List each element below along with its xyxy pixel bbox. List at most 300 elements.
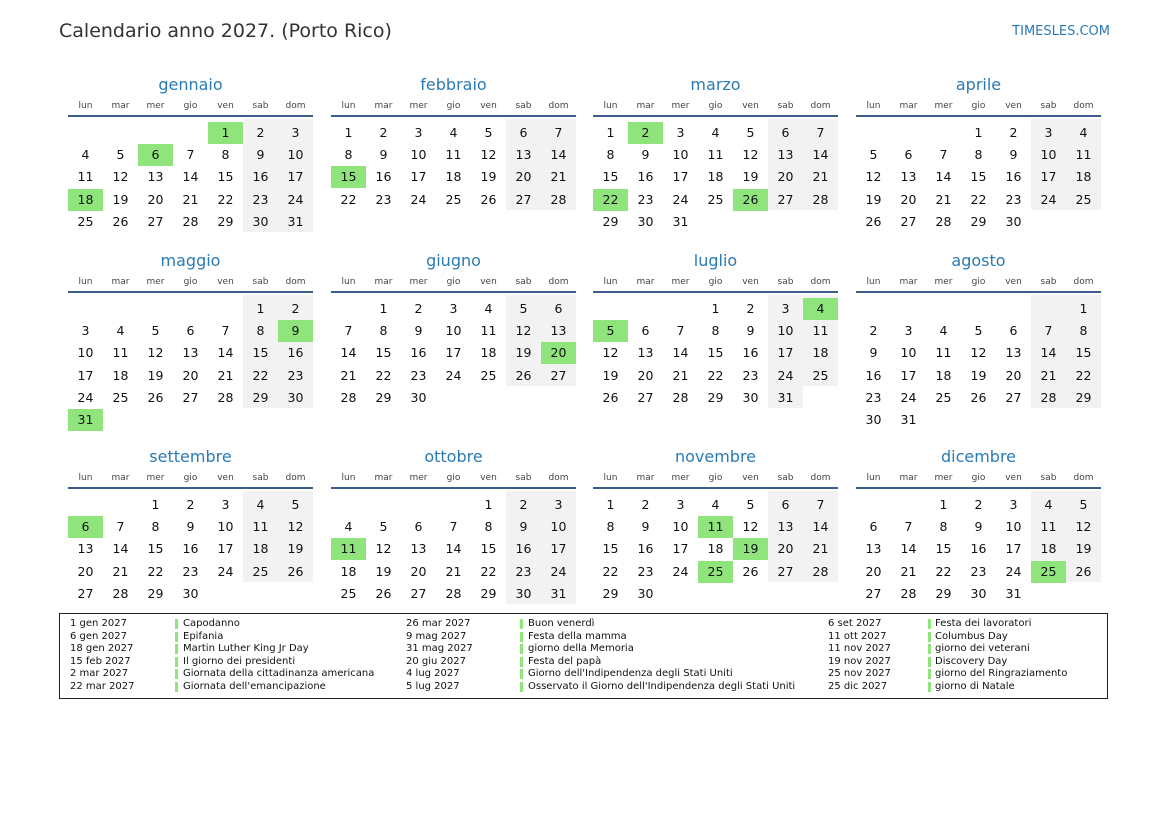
day-cell[interactable]: 8 <box>939 519 948 535</box>
holiday-day-cell[interactable]: 1 <box>208 122 243 144</box>
day-cell[interactable]: 28 <box>935 213 952 229</box>
day-cell[interactable]: 8 <box>344 147 353 163</box>
day-cell[interactable]: 17 <box>77 367 94 383</box>
day-cell[interactable]: 9 <box>869 345 878 361</box>
day-cell[interactable]: 4 <box>939 323 948 339</box>
day-cell[interactable]: 20 <box>410 563 427 579</box>
day-cell[interactable]: 11 <box>77 169 94 185</box>
day-cell[interactable]: 5 <box>746 497 755 512</box>
day-cell[interactable]: 29 <box>217 213 234 229</box>
day-cell[interactable]: 17 <box>672 169 689 185</box>
day-cell[interactable]: 4 <box>711 125 720 140</box>
day-cell[interactable]: 8 <box>1079 323 1088 339</box>
day-cell[interactable]: 25 <box>252 563 269 579</box>
day-cell[interactable]: 21 <box>217 367 234 383</box>
day-cell[interactable]: 26 <box>515 367 532 383</box>
day-cell[interactable]: 1 <box>484 497 493 512</box>
day-cell[interactable]: 7 <box>186 147 195 163</box>
day-cell[interactable]: 6 <box>519 125 528 140</box>
day-cell[interactable]: 21 <box>812 169 829 185</box>
day-cell[interactable]: 11 <box>935 345 952 361</box>
day-cell[interactable]: 28 <box>1040 389 1057 405</box>
day-cell[interactable]: 24 <box>672 191 689 207</box>
day-cell[interactable]: 17 <box>217 541 234 557</box>
day-cell[interactable]: 30 <box>515 585 532 601</box>
day-cell[interactable]: 30 <box>182 585 199 601</box>
day-cell[interactable]: 30 <box>970 585 987 601</box>
day-cell[interactable]: 27 <box>77 585 94 601</box>
holiday-day-cell[interactable]: 20 <box>541 342 576 364</box>
day-cell[interactable]: 25 <box>445 191 462 207</box>
day-cell[interactable]: 3 <box>1009 497 1018 512</box>
day-cell[interactable]: 12 <box>147 345 164 361</box>
day-cell[interactable]: 6 <box>641 323 650 339</box>
day-cell[interactable]: 27 <box>147 213 164 229</box>
holiday-day-cell[interactable]: 25 <box>698 561 733 583</box>
day-cell[interactable]: 16 <box>742 345 759 361</box>
day-cell[interactable]: 7 <box>676 323 685 339</box>
day-cell[interactable]: 24 <box>1040 191 1057 207</box>
day-cell[interactable]: 22 <box>935 563 952 579</box>
day-cell[interactable]: 9 <box>379 147 388 163</box>
day-cell[interactable]: 25 <box>1075 191 1092 207</box>
day-cell[interactable]: 15 <box>1075 345 1092 361</box>
day-cell[interactable]: 25 <box>77 213 94 229</box>
day-cell[interactable]: 29 <box>252 389 269 405</box>
day-cell[interactable]: 14 <box>812 147 829 163</box>
day-cell[interactable]: 17 <box>445 345 462 361</box>
day-cell[interactable]: 26 <box>742 563 759 579</box>
day-cell[interactable]: 12 <box>742 519 759 535</box>
day-cell[interactable]: 22 <box>1075 367 1092 383</box>
day-cell[interactable]: 23 <box>410 367 427 383</box>
day-cell[interactable]: 14 <box>550 147 567 163</box>
day-cell[interactable]: 28 <box>900 585 917 601</box>
day-cell[interactable]: 7 <box>939 147 948 163</box>
day-cell[interactable]: 8 <box>379 323 388 339</box>
day-cell[interactable]: 5 <box>291 497 300 512</box>
day-cell[interactable]: 26 <box>970 389 987 405</box>
day-cell[interactable]: 18 <box>252 541 269 557</box>
day-cell[interactable]: 17 <box>900 367 917 383</box>
day-cell[interactable]: 13 <box>77 541 94 557</box>
day-cell[interactable]: 3 <box>81 323 90 339</box>
day-cell[interactable]: 20 <box>182 367 199 383</box>
day-cell[interactable]: 10 <box>1040 147 1057 163</box>
day-cell[interactable]: 3 <box>291 125 300 140</box>
day-cell[interactable]: 21 <box>812 541 829 557</box>
day-cell[interactable]: 22 <box>970 191 987 207</box>
day-cell[interactable]: 4 <box>81 147 90 163</box>
day-cell[interactable]: 30 <box>410 389 427 405</box>
day-cell[interactable]: 6 <box>781 497 790 512</box>
day-cell[interactable]: 7 <box>816 497 825 512</box>
day-cell[interactable]: 22 <box>602 563 619 579</box>
day-cell[interactable]: 16 <box>515 541 532 557</box>
day-cell[interactable]: 24 <box>287 191 304 207</box>
day-cell[interactable]: 25 <box>812 367 829 383</box>
day-cell[interactable]: 16 <box>410 345 427 361</box>
day-cell[interactable]: 23 <box>637 563 654 579</box>
day-cell[interactable]: 3 <box>554 497 563 512</box>
day-cell[interactable]: 10 <box>217 519 234 535</box>
day-cell[interactable]: 13 <box>550 323 567 339</box>
day-cell[interactable]: 21 <box>900 563 917 579</box>
day-cell[interactable]: 21 <box>112 563 129 579</box>
day-cell[interactable]: 10 <box>1005 519 1022 535</box>
day-cell[interactable]: 11 <box>1075 147 1092 163</box>
day-cell[interactable]: 26 <box>865 213 882 229</box>
day-cell[interactable]: 11 <box>1040 519 1057 535</box>
day-cell[interactable]: 28 <box>812 563 829 579</box>
day-cell[interactable]: 6 <box>554 301 563 316</box>
day-cell[interactable]: 15 <box>970 169 987 185</box>
day-cell[interactable]: 17 <box>1005 541 1022 557</box>
day-cell[interactable]: 11 <box>445 147 462 163</box>
day-cell[interactable]: 20 <box>1005 367 1022 383</box>
day-cell[interactable]: 2 <box>256 125 265 140</box>
day-cell[interactable]: 3 <box>904 323 913 339</box>
day-cell[interactable]: 3 <box>676 125 685 140</box>
day-cell[interactable]: 21 <box>182 191 199 207</box>
day-cell[interactable]: 9 <box>641 147 650 163</box>
day-cell[interactable]: 2 <box>1009 125 1018 140</box>
day-cell[interactable]: 13 <box>865 541 882 557</box>
day-cell[interactable]: 7 <box>116 519 125 535</box>
day-cell[interactable]: 28 <box>445 585 462 601</box>
day-cell[interactable]: 13 <box>147 169 164 185</box>
day-cell[interactable]: 15 <box>602 541 619 557</box>
day-cell[interactable]: 18 <box>112 367 129 383</box>
day-cell[interactable]: 25 <box>480 367 497 383</box>
day-cell[interactable]: 21 <box>1040 367 1057 383</box>
day-cell[interactable]: 16 <box>252 169 269 185</box>
day-cell[interactable]: 18 <box>340 563 357 579</box>
day-cell[interactable]: 20 <box>777 541 794 557</box>
day-cell[interactable]: 2 <box>291 301 300 316</box>
day-cell[interactable]: 1 <box>606 125 615 140</box>
day-cell[interactable]: 3 <box>221 497 230 512</box>
day-cell[interactable]: 6 <box>1009 323 1018 339</box>
day-cell[interactable]: 26 <box>480 191 497 207</box>
day-cell[interactable]: 14 <box>340 345 357 361</box>
day-cell[interactable]: 23 <box>182 563 199 579</box>
day-cell[interactable]: 16 <box>375 169 392 185</box>
holiday-day-cell[interactable]: 11 <box>331 538 366 560</box>
day-cell[interactable]: 28 <box>340 389 357 405</box>
day-cell[interactable]: 19 <box>480 169 497 185</box>
day-cell[interactable]: 5 <box>116 147 125 163</box>
day-cell[interactable]: 7 <box>554 125 563 140</box>
day-cell[interactable]: 16 <box>182 541 199 557</box>
day-cell[interactable]: 6 <box>781 125 790 140</box>
day-cell[interactable]: 24 <box>1005 563 1022 579</box>
day-cell[interactable]: 7 <box>816 125 825 140</box>
day-cell[interactable]: 4 <box>711 497 720 512</box>
day-cell[interactable]: 11 <box>480 323 497 339</box>
day-cell[interactable]: 23 <box>375 191 392 207</box>
day-cell[interactable]: 17 <box>550 541 567 557</box>
day-cell[interactable]: 15 <box>147 541 164 557</box>
day-cell[interactable]: 23 <box>742 367 759 383</box>
day-cell[interactable]: 16 <box>865 367 882 383</box>
day-cell[interactable]: 19 <box>602 367 619 383</box>
day-cell[interactable]: 18 <box>935 367 952 383</box>
day-cell[interactable]: 9 <box>746 323 755 339</box>
day-cell[interactable]: 23 <box>637 191 654 207</box>
day-cell[interactable]: 24 <box>410 191 427 207</box>
day-cell[interactable]: 12 <box>287 519 304 535</box>
day-cell[interactable]: 20 <box>147 191 164 207</box>
day-cell[interactable]: 17 <box>672 541 689 557</box>
day-cell[interactable]: 29 <box>707 389 724 405</box>
holiday-day-cell[interactable]: 18 <box>68 189 103 211</box>
day-cell[interactable]: 14 <box>112 541 129 557</box>
day-cell[interactable]: 28 <box>217 389 234 405</box>
day-cell[interactable]: 6 <box>869 519 878 535</box>
day-cell[interactable]: 10 <box>550 519 567 535</box>
day-cell[interactable]: 21 <box>445 563 462 579</box>
day-cell[interactable]: 7 <box>449 519 458 535</box>
day-cell[interactable]: 12 <box>865 169 882 185</box>
holiday-day-cell[interactable]: 31 <box>68 409 103 431</box>
day-cell[interactable]: 30 <box>742 389 759 405</box>
day-cell[interactable]: 3 <box>449 301 458 316</box>
day-cell[interactable]: 21 <box>935 191 952 207</box>
day-cell[interactable]: 10 <box>672 519 689 535</box>
day-cell[interactable]: 14 <box>935 169 952 185</box>
day-cell[interactable]: 19 <box>515 345 532 361</box>
day-cell[interactable]: 12 <box>970 345 987 361</box>
day-cell[interactable]: 1 <box>379 301 388 316</box>
day-cell[interactable]: 22 <box>707 367 724 383</box>
day-cell[interactable]: 18 <box>480 345 497 361</box>
day-cell[interactable]: 3 <box>676 497 685 512</box>
day-cell[interactable]: 23 <box>865 389 882 405</box>
day-cell[interactable]: 18 <box>1075 169 1092 185</box>
day-cell[interactable]: 20 <box>637 367 654 383</box>
day-cell[interactable]: 5 <box>746 125 755 140</box>
day-cell[interactable]: 6 <box>904 147 913 163</box>
day-cell[interactable]: 29 <box>602 585 619 601</box>
day-cell[interactable]: 31 <box>672 213 689 229</box>
day-cell[interactable]: 20 <box>865 563 882 579</box>
day-cell[interactable]: 11 <box>112 345 129 361</box>
day-cell[interactable]: 21 <box>672 367 689 383</box>
day-cell[interactable]: 4 <box>116 323 125 339</box>
day-cell[interactable]: 17 <box>1040 169 1057 185</box>
day-cell[interactable]: 25 <box>707 191 724 207</box>
day-cell[interactable]: 27 <box>1005 389 1022 405</box>
day-cell[interactable]: 15 <box>935 541 952 557</box>
day-cell[interactable]: 31 <box>900 412 917 427</box>
day-cell[interactable]: 13 <box>1005 345 1022 361</box>
day-cell[interactable]: 9 <box>256 147 265 163</box>
day-cell[interactable]: 12 <box>742 147 759 163</box>
day-cell[interactable]: 12 <box>515 323 532 339</box>
day-cell[interactable]: 14 <box>445 541 462 557</box>
day-cell[interactable]: 19 <box>1075 541 1092 557</box>
day-cell[interactable]: 2 <box>414 301 423 316</box>
day-cell[interactable]: 4 <box>1079 125 1088 140</box>
day-cell[interactable]: 29 <box>375 389 392 405</box>
day-cell[interactable]: 24 <box>672 563 689 579</box>
day-cell[interactable]: 19 <box>865 191 882 207</box>
day-cell[interactable]: 16 <box>1005 169 1022 185</box>
day-cell[interactable]: 23 <box>252 191 269 207</box>
day-cell[interactable]: 1 <box>256 301 265 316</box>
day-cell[interactable]: 15 <box>375 345 392 361</box>
day-cell[interactable]: 17 <box>410 169 427 185</box>
day-cell[interactable]: 30 <box>287 389 304 405</box>
day-cell[interactable]: 29 <box>480 585 497 601</box>
day-cell[interactable]: 12 <box>602 345 619 361</box>
day-cell[interactable]: 3 <box>781 301 790 316</box>
day-cell[interactable]: 29 <box>970 213 987 229</box>
day-cell[interactable]: 1 <box>711 301 720 316</box>
day-cell[interactable]: 14 <box>900 541 917 557</box>
day-cell[interactable]: 14 <box>1040 345 1057 361</box>
day-cell[interactable]: 15 <box>602 169 619 185</box>
day-cell[interactable]: 8 <box>711 323 720 339</box>
day-cell[interactable]: 12 <box>1075 519 1092 535</box>
day-cell[interactable]: 26 <box>375 585 392 601</box>
holiday-day-cell[interactable]: 19 <box>733 538 768 560</box>
day-cell[interactable]: 28 <box>182 213 199 229</box>
day-cell[interactable]: 13 <box>777 519 794 535</box>
day-cell[interactable]: 29 <box>935 585 952 601</box>
day-cell[interactable]: 3 <box>414 125 423 140</box>
day-cell[interactable]: 5 <box>379 519 388 535</box>
day-cell[interactable]: 18 <box>707 541 724 557</box>
holiday-day-cell[interactable]: 6 <box>68 516 103 538</box>
day-cell[interactable]: 6 <box>186 323 195 339</box>
day-cell[interactable]: 27 <box>900 213 917 229</box>
day-cell[interactable]: 11 <box>252 519 269 535</box>
day-cell[interactable]: 25 <box>340 585 357 601</box>
day-cell[interactable]: 7 <box>221 323 230 339</box>
day-cell[interactable]: 1 <box>939 497 948 512</box>
day-cell[interactable]: 2 <box>186 497 195 512</box>
day-cell[interactable]: 20 <box>777 169 794 185</box>
day-cell[interactable]: 25 <box>112 389 129 405</box>
day-cell[interactable]: 11 <box>812 323 829 339</box>
day-cell[interactable]: 16 <box>637 169 654 185</box>
day-cell[interactable]: 15 <box>252 345 269 361</box>
day-cell[interactable]: 18 <box>445 169 462 185</box>
holiday-day-cell[interactable]: 11 <box>698 516 733 538</box>
day-cell[interactable]: 29 <box>1075 389 1092 405</box>
day-cell[interactable]: 30 <box>252 213 269 229</box>
day-cell[interactable]: 27 <box>550 367 567 383</box>
day-cell[interactable]: 26 <box>287 563 304 579</box>
day-cell[interactable]: 23 <box>287 367 304 383</box>
day-cell[interactable]: 1 <box>606 497 615 512</box>
day-cell[interactable]: 4 <box>484 301 493 316</box>
day-cell[interactable]: 19 <box>742 169 759 185</box>
day-cell[interactable]: 23 <box>970 563 987 579</box>
day-cell[interactable]: 24 <box>550 563 567 579</box>
day-cell[interactable]: 20 <box>515 169 532 185</box>
day-cell[interactable]: 11 <box>707 147 724 163</box>
holiday-day-cell[interactable]: 5 <box>593 320 628 342</box>
day-cell[interactable]: 28 <box>812 191 829 207</box>
day-cell[interactable]: 27 <box>182 389 199 405</box>
day-cell[interactable]: 28 <box>112 585 129 601</box>
day-cell[interactable]: 27 <box>777 191 794 207</box>
day-cell[interactable]: 24 <box>777 367 794 383</box>
day-cell[interactable]: 1 <box>1079 301 1088 316</box>
day-cell[interactable]: 13 <box>410 541 427 557</box>
day-cell[interactable]: 1 <box>344 125 353 140</box>
day-cell[interactable]: 12 <box>480 147 497 163</box>
day-cell[interactable]: 5 <box>151 323 160 339</box>
day-cell[interactable]: 4 <box>1044 497 1053 512</box>
day-cell[interactable]: 3 <box>1044 125 1053 140</box>
day-cell[interactable]: 15 <box>480 541 497 557</box>
day-cell[interactable]: 9 <box>1009 147 1018 163</box>
holiday-day-cell[interactable]: 4 <box>803 298 838 320</box>
day-cell[interactable]: 7 <box>1044 323 1053 339</box>
day-cell[interactable]: 16 <box>970 541 987 557</box>
day-cell[interactable]: 27 <box>865 585 882 601</box>
day-cell[interactable]: 13 <box>515 147 532 163</box>
day-cell[interactable]: 10 <box>77 345 94 361</box>
day-cell[interactable]: 22 <box>375 367 392 383</box>
day-cell[interactable]: 8 <box>974 147 983 163</box>
day-cell[interactable]: 19 <box>147 367 164 383</box>
day-cell[interactable]: 18 <box>707 169 724 185</box>
day-cell[interactable]: 5 <box>484 125 493 140</box>
day-cell[interactable]: 24 <box>445 367 462 383</box>
day-cell[interactable]: 28 <box>550 191 567 207</box>
day-cell[interactable]: 10 <box>287 147 304 163</box>
day-cell[interactable]: 2 <box>519 497 528 512</box>
holiday-day-cell[interactable]: 25 <box>1031 561 1066 583</box>
day-cell[interactable]: 19 <box>287 541 304 557</box>
day-cell[interactable]: 30 <box>865 412 882 427</box>
site-link[interactable]: TIMESLES.COM <box>1012 24 1110 39</box>
day-cell[interactable]: 10 <box>672 147 689 163</box>
day-cell[interactable]: 27 <box>777 563 794 579</box>
day-cell[interactable]: 14 <box>672 345 689 361</box>
day-cell[interactable]: 8 <box>221 147 230 163</box>
day-cell[interactable]: 22 <box>252 367 269 383</box>
day-cell[interactable]: 1 <box>974 125 983 140</box>
day-cell[interactable]: 8 <box>256 323 265 339</box>
holiday-day-cell[interactable]: 2 <box>628 122 663 144</box>
day-cell[interactable]: 22 <box>147 563 164 579</box>
day-cell[interactable]: 22 <box>217 191 234 207</box>
day-cell[interactable]: 30 <box>637 585 654 601</box>
day-cell[interactable]: 29 <box>602 213 619 229</box>
day-cell[interactable]: 31 <box>1005 585 1022 601</box>
day-cell[interactable]: 2 <box>869 323 878 339</box>
day-cell[interactable]: 24 <box>217 563 234 579</box>
day-cell[interactable]: 10 <box>410 147 427 163</box>
day-cell[interactable]: 26 <box>602 389 619 405</box>
day-cell[interactable]: 4 <box>344 519 353 535</box>
holiday-day-cell[interactable]: 26 <box>733 189 768 211</box>
day-cell[interactable]: 9 <box>641 519 650 535</box>
day-cell[interactable]: 2 <box>641 497 650 512</box>
day-cell[interactable]: 22 <box>340 191 357 207</box>
day-cell[interactable]: 8 <box>606 147 615 163</box>
day-cell[interactable]: 24 <box>900 389 917 405</box>
day-cell[interactable]: 29 <box>147 585 164 601</box>
day-cell[interactable]: 2 <box>379 125 388 140</box>
day-cell[interactable]: 4 <box>449 125 458 140</box>
